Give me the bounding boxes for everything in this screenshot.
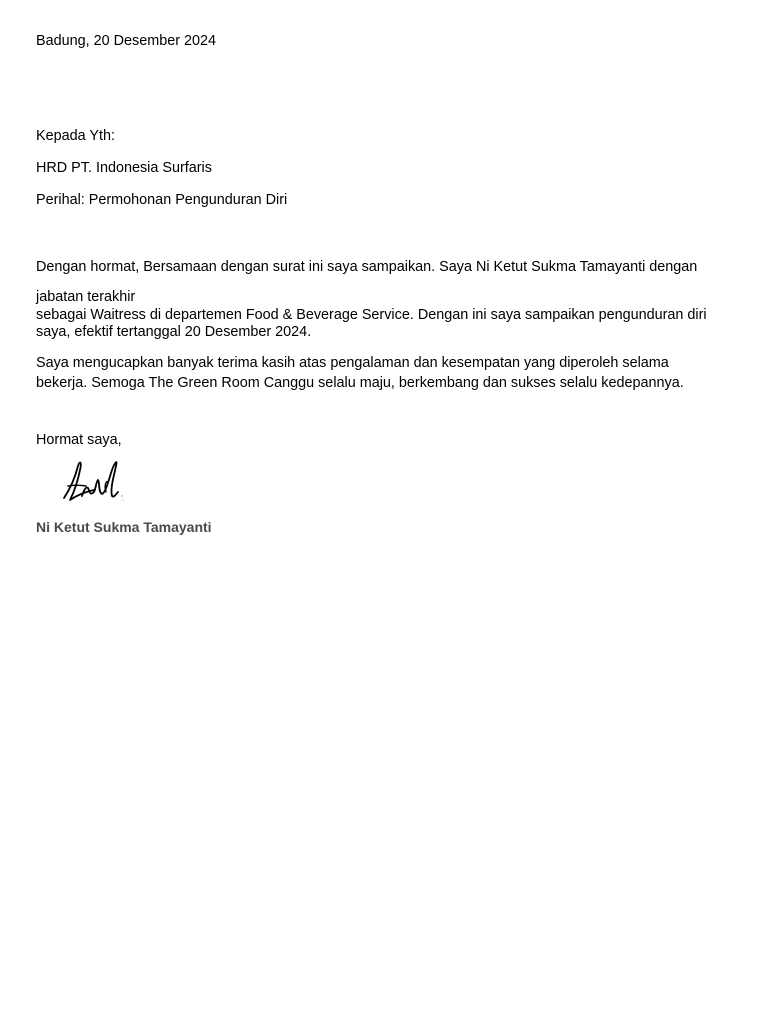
body-paragraph-1-line-1: Dengan hormat, Bersamaan dengan surat ini saya sampaikan. Saya Ni Ketut Sukma Tamayanti dengan bbox=[36, 259, 698, 275]
signer-name: Ni Ketut Sukma Tamayanti bbox=[36, 519, 212, 535]
closing-phrase: Hormat saya, bbox=[36, 432, 122, 448]
recipient-salutation: Kepada Yth: bbox=[36, 128, 115, 144]
body-paragraph-1-line-2: jabatan terakhir bbox=[36, 289, 136, 305]
body-paragraph-1-line-4: saya, efektif tertanggal 20 Desember 2024. bbox=[36, 324, 312, 340]
body-paragraph-2-line-2: bekerja. Semoga The Green Room Canggu selalu maju, berkembang dan sukses selalu kedepannya. bbox=[36, 375, 684, 391]
recipient-company: HRD PT. Indonesia Surfaris bbox=[36, 160, 212, 176]
body-paragraph-1-line-3: sebagai Waitress di departemen Food & Beverage Service. Dengan ini saya sampaikan pengunduran diri bbox=[36, 307, 707, 323]
body-paragraph-2-line-1: Saya mengucapkan banyak terima kasih atas pengalaman dan kesempatan yang diperoleh selama bbox=[36, 355, 669, 371]
place-date: Badung, 20 Desember 2024 bbox=[36, 33, 217, 49]
handwritten-signature bbox=[60, 452, 132, 508]
letter-subject: Perihal: Permohonan Pengunduran Diri bbox=[36, 192, 288, 208]
